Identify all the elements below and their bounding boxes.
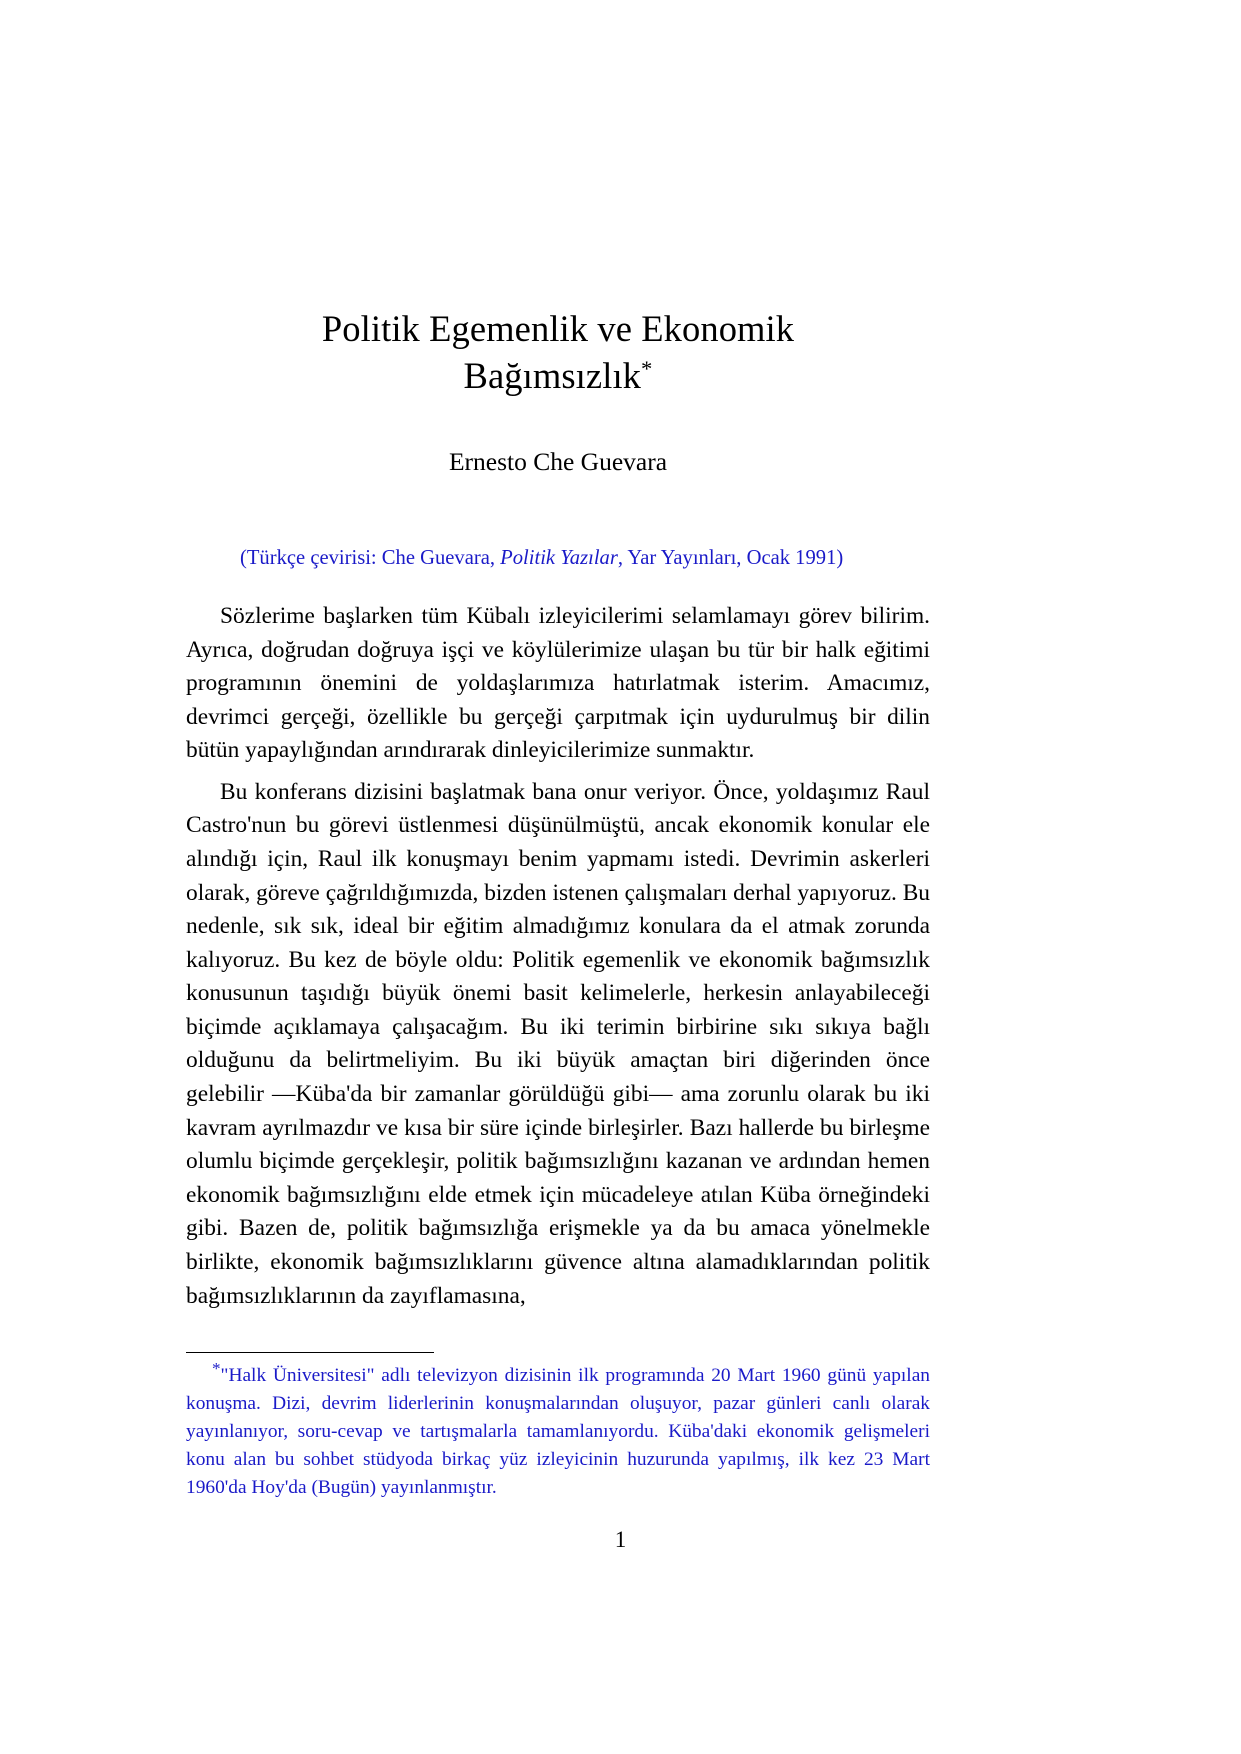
citation-suffix: , Yar Yayınları, Ocak 1991) <box>617 547 844 570</box>
document-content-column <box>186 0 930 1313</box>
footnote-area <box>186 1352 930 1502</box>
page-title-line-2: Bağımsızlık <box>463 355 642 397</box>
footnote-body-text: "Halk Üniversitesi" adlı televizyon dizisinin ilk programında 20 Mart 1960 günü yapılan konuşma. Dizi, devrim liderlerinin konuşmalarından oluşuyor, pazar günleri canlı olarak yayınlanıyor, soru-cevap ve tartışmalarla tamamlanıyordu. Küba'daki ekonomik gelişmeleri konu alan bu sohbet stüdyoda birkaç yüz izleyicinin huzurunda yapılmış, ilk kez 23 Mart 1960'da Hoy'da (Bugün) yayınlanmıştır. <box>186 1365 930 1498</box>
body-paragraph-1: Sözlerime başlarken tüm Kübalı izleyicilerimi selamlamayı görev bilirim. Ayrıca, doğrudan doğruya işçi ve köylülerimize ulaşan bu tür bir halk eğitimi programının önemini de yoldaşlarımıza hatırlatmak isterim. Amacımız, devrimci gerçeği, özellikle bu gerçeği çarpıtmak için uydurulmuş bir dilin bütün yapaylığından arındırarak dinleyicilerimize sunmaktır. <box>186 602 930 764</box>
title-footnote-marker: * <box>641 356 653 382</box>
footnote-marker: * <box>212 1358 221 1378</box>
page-title-line-1: Politik Egemenlik ve Ekonomik <box>321 308 795 349</box>
author-name: Ernesto Che Guevara <box>448 446 668 476</box>
citation-prefix: (Türkçe çevirisi: Che Guevara, <box>240 547 501 570</box>
page-number: 1 <box>614 1527 627 1552</box>
footnote-separator-rule <box>186 1352 434 1353</box>
body-paragraph-2: Bu konferans dizisini başlatmak bana onur veriyor. Önce, yoldaşımız Raul Castro'nun bu görevi üstlenmesi düşünülmüştü, ancak ekonomik konular ele alındığı için, Raul ilk konuşmayı benim yapmamı istedi. Devrimin askerleri olarak, göreve çağrıldığımızda, bizden istenen çalışmaları derhal yapıyoruz. Bu nedenle, sık sık, ideal bir eğitim almadığımız konulara da el atmak zorunda kalıyoruz. Bu kez de böyle oldu: Politik egemenlik ve ekonomik bağımsızlık konusunun taşıdığı büyük önemi basit kelimelerle, herkesin anlayabileceği biçimde açıklamaya çalışacağım. Bu iki terimin birbirine sıkı sıkıya bağlı olduğunu da belirtmeliyim. Bu iki büyük amaçtan biri diğerinden önce gelebilir —Küba'da bir zamanlar görüldüğü gibi— ama zorunlu olarak bu iki kavram ayrılmazdır ve kısa bir süre içinde birleşirler. Bazı hallerde bu birleşme olumlu biçimde gerçekleşir, politik bağımsızlığını kazanan ve ardından hemen ekonomik bağımsızlığını elde etmek için mücadeleye atılan Küba örneğindeki gibi. Bazen de, politik bağımsızlığa erişmekle ya da bu amaca yönelmekle birlikte, ekonomik bağımsızlıklarını güvence altına alamadıklarından politik bağımsızlıklarının da zayıflamasına, <box>186 778 930 1309</box>
page-title <box>186 0 930 400</box>
citation-work-title: Politik Yazılar <box>500 547 618 570</box>
translation-citation <box>186 477 930 573</box>
footnote-entry <box>186 1358 930 1502</box>
